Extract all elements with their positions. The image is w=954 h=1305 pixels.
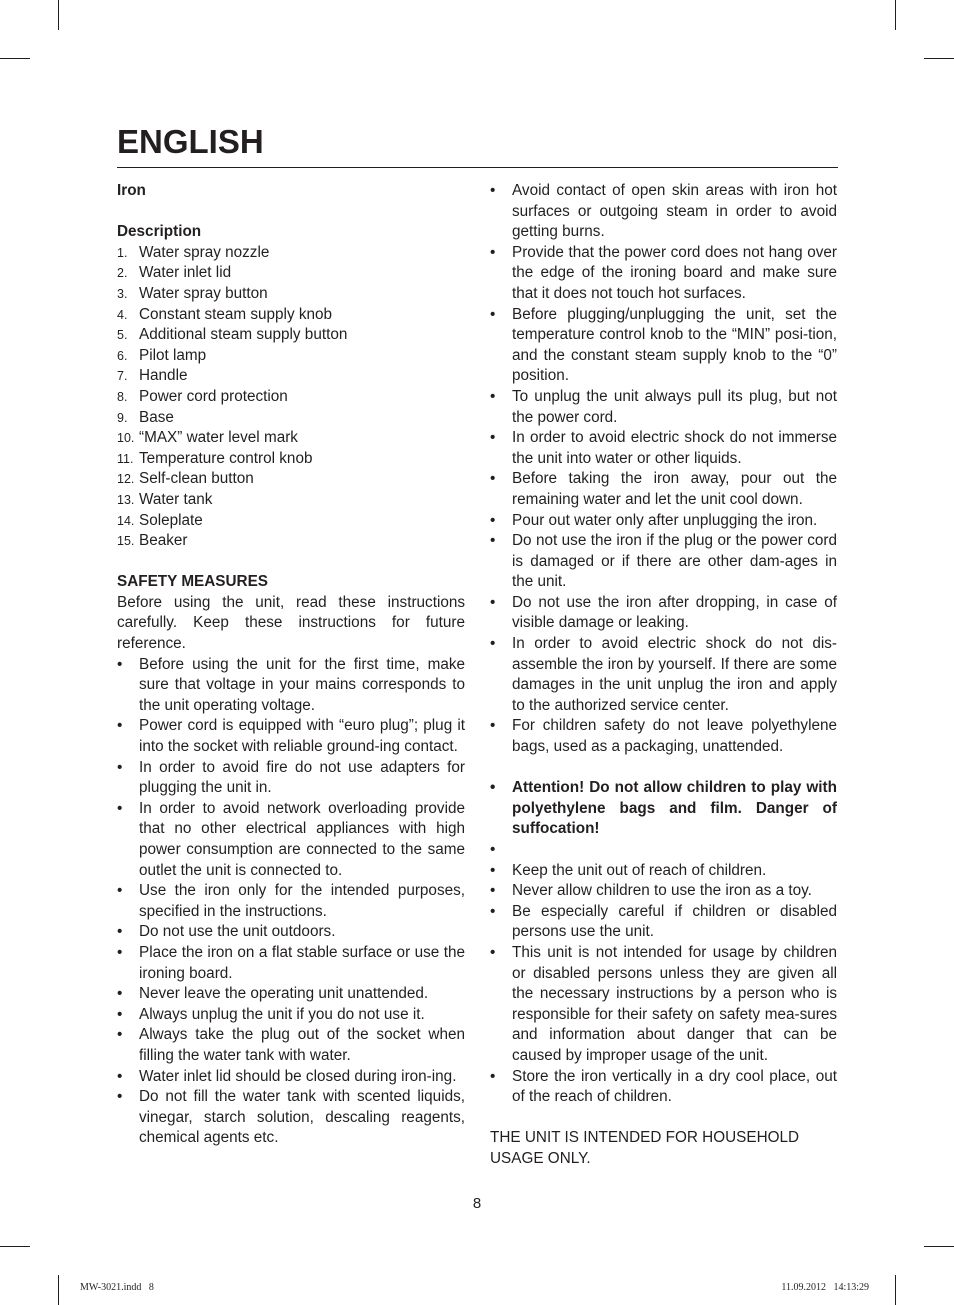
item-label: Handle (139, 367, 188, 385)
page-number: 8 (472, 1195, 482, 1212)
title-rule (117, 167, 838, 168)
bullet-icon: • (490, 511, 496, 529)
bullet-icon: • (490, 717, 496, 735)
bullet-icon: • (490, 429, 496, 447)
item-label: Power cord protection (139, 387, 288, 405)
bullet-icon: • (490, 387, 496, 405)
bullet-text: In order to avoid electric shock do not immerse the unit into water or other liquids. (512, 429, 837, 467)
bullet-text: Before plugging/unplugging the unit, set the temperature control knob to the “MIN” posi-tion, and the constant steam supply knob to the “0” position. (512, 305, 837, 385)
bullet-text: In order to avoid network overloading provide that no other electrical appliances with high power consumption are connected to the same outlet the unit is connected to. (139, 799, 465, 879)
list-item (490, 387, 837, 428)
list-item (117, 346, 465, 367)
safety-heading: SAFETY MEASURES (117, 573, 269, 591)
bullet-text: Attention! Do not allow children to play with polyethylene bags and film. Danger of suffocation! (512, 779, 837, 838)
bullet-icon: • (490, 779, 496, 797)
bullet-icon: • (490, 182, 496, 199)
bullet-text: This unit is not intended for usage by children or disabled persons unless they are given all the necessary instructions by a person who is responsible for their safety on safety mea-sures and information about danger that can be caused by improper usage of the unit. (512, 943, 837, 1064)
bullet-icon: • (490, 593, 496, 611)
list-item (490, 840, 837, 861)
list-item (117, 881, 465, 922)
list-item (117, 263, 465, 284)
safety-intro: Before using the unit, read these instructions carefully. Keep these instructions for future reference. (117, 593, 465, 653)
list-item (490, 716, 837, 757)
bullet-text: Be especially careful if children or disabled persons use the unit. (512, 902, 837, 941)
list-item (117, 387, 465, 408)
list-item (117, 716, 465, 757)
crop-mark (895, 1275, 896, 1305)
item-number: 9. (117, 410, 128, 425)
item-number: 7. (117, 369, 128, 384)
list-item (117, 531, 465, 552)
list-item (117, 305, 465, 326)
list-item (117, 490, 465, 511)
list-item (117, 655, 465, 717)
bullet-icon: • (490, 943, 496, 961)
file-slug: MW-3021.indd 8 (80, 1282, 154, 1293)
bullet-text: Do not use the iron after dropping, in case of visible damage or leaking. (512, 593, 837, 632)
household-note-line1: THE UNIT IS INTENDED FOR HOUSEHOLD (490, 1129, 800, 1147)
list-item (490, 428, 837, 469)
item-number: 2. (117, 266, 128, 281)
bullet-icon: • (490, 243, 496, 261)
safety-bullet-list (117, 655, 465, 1149)
bullet-icon: • (490, 305, 496, 323)
list-item (117, 1067, 465, 1088)
bullet-icon: • (490, 470, 496, 488)
bullet-text: To unplug the unit always pull its plug, but not the power cord. (512, 387, 837, 426)
list-item (117, 799, 465, 881)
spacer (490, 758, 837, 779)
bullet-text: Store the iron vertically in a dry cool place, out of the reach of children. (512, 1067, 837, 1106)
list-item (117, 922, 465, 943)
list-item (490, 593, 837, 634)
list-item (117, 1087, 465, 1149)
list-item (490, 243, 837, 305)
list-item (117, 469, 465, 490)
bullet-text: Before using the unit for the first time, make sure that voltage in your mains corresponds to the unit operating voltage. (139, 655, 465, 714)
list-item (117, 1025, 465, 1066)
bullet-icon: • (490, 861, 496, 879)
list-item (117, 984, 465, 1005)
bullet-text: Do not use the unit outdoors. (139, 923, 336, 941)
crop-mark (0, 58, 30, 59)
list-item (117, 943, 465, 984)
spacer (117, 202, 465, 223)
left-column (117, 181, 465, 1149)
item-number: 13. (117, 492, 135, 507)
attention-list (490, 778, 837, 1108)
item-label: Water inlet lid (139, 264, 232, 282)
crop-mark (58, 1275, 59, 1305)
list-item (117, 243, 465, 264)
spacer (117, 552, 465, 573)
bullet-text: Pour out water only after unplugging the iron. (512, 511, 818, 529)
bullet-text: Use the iron only for the intended purposes, specified in the instructions. (139, 882, 465, 920)
bullet-text: Always take the plug out of the socket when filling the water tank with water. (139, 1026, 465, 1064)
list-item (117, 449, 465, 470)
spacer (490, 1108, 837, 1129)
item-label: Pilot lamp (139, 346, 207, 364)
crop-mark (58, 0, 59, 30)
description-heading: Description (117, 223, 202, 241)
attention-warning (490, 778, 837, 840)
bullet-icon: • (117, 655, 123, 673)
item-number: 3. (117, 286, 128, 301)
list-item (490, 181, 837, 243)
list-item (490, 469, 837, 510)
bullet-text: Place the iron on a flat stable surface or use the ironing board. (139, 943, 465, 982)
item-label: Soleplate (139, 511, 203, 529)
bullet-icon: • (490, 882, 496, 900)
bullet-text: In order to avoid fire do not use adapters for plugging the unit in. (139, 758, 465, 797)
item-label: Base (139, 408, 174, 426)
bullet-text: Water inlet lid should be closed during iron-ing. (139, 1067, 457, 1085)
bullet-text: For children safety do not leave polyethylene bags, used as a packaging, unattended. (512, 717, 837, 756)
bullet-text: Keep the unit out of reach of children. (512, 861, 767, 879)
bullet-icon: • (117, 1067, 123, 1085)
bullet-icon: • (490, 841, 496, 858)
bullet-text: Provide that the power cord does not hang over the edge of the ironing board and make sure that it does not touch hot surfaces. (512, 243, 837, 302)
list-item (490, 531, 837, 593)
item-label: Self-clean button (139, 470, 254, 488)
bullet-text: In order to avoid electric shock do not dis-assemble the iron by yourself. If there are some damages in the unit unplug the iron and apply to the authorized service center. (512, 635, 837, 714)
bullet-icon: • (117, 1005, 123, 1023)
bullet-icon: • (117, 1026, 123, 1044)
list-item (117, 325, 465, 346)
list-item (117, 1005, 465, 1026)
list-item (490, 943, 837, 1067)
bullet-icon: • (490, 635, 496, 653)
bullet-text: Do not fill the water tank with scented liquids, vinegar, starch solution, descaling reagents, chemical agents etc. (139, 1088, 465, 1147)
list-item (117, 408, 465, 429)
bullet-text: Do not use the iron if the plug or the power cord is damaged or if there are other dam-ages in the unit. (512, 532, 837, 591)
bullet-text: Power cord is equipped with “euro plug”; plug it into the socket with reliable ground-ing contact. (139, 717, 465, 756)
bullet-text: Never leave the operating unit unattended. (139, 985, 429, 1003)
page-title: ENGLISH (117, 123, 264, 160)
item-number: 1. (117, 245, 128, 260)
bullet-icon: • (490, 532, 496, 550)
item-label: Temperature control knob (139, 449, 313, 467)
item-number: 12. (117, 472, 135, 487)
list-item (490, 861, 837, 882)
list-item (117, 428, 465, 449)
item-number: 8. (117, 389, 128, 404)
list-item (117, 511, 465, 532)
item-label: Water spray nozzle (139, 243, 270, 261)
list-item (117, 284, 465, 305)
crop-mark (924, 58, 954, 59)
crop-mark (924, 1246, 954, 1247)
bullet-icon: • (117, 1088, 123, 1106)
crop-mark (0, 1246, 30, 1247)
item-number: 11. (117, 451, 134, 466)
bullet-icon: • (117, 985, 123, 1003)
item-number: 5. (117, 328, 128, 343)
bullet-text: Always unplug the unit if you do not use it. (139, 1005, 425, 1023)
bullet-icon: • (490, 1067, 496, 1085)
parts-list (117, 243, 465, 552)
bullet-icon: • (117, 943, 123, 961)
list-item (490, 634, 837, 716)
bullet-icon: • (117, 799, 123, 817)
crop-mark (895, 0, 896, 30)
item-number: 15. (117, 534, 135, 549)
list-item (490, 1067, 837, 1108)
bullet-icon: • (490, 902, 496, 920)
list-item (117, 758, 465, 799)
item-label: Water tank (139, 490, 213, 508)
item-number: 14. (117, 513, 135, 528)
household-note-line2: USAGE ONLY. (490, 1149, 591, 1167)
right-column (490, 181, 837, 1170)
item-label: Additional steam supply button (139, 326, 348, 344)
item-number: 6. (117, 348, 128, 363)
list-item (490, 881, 837, 902)
item-label: “MAX” water level mark (139, 429, 298, 447)
item-label: Water spray button (139, 284, 268, 302)
bullet-icon: • (117, 758, 123, 776)
safety-bullet-list (490, 181, 837, 758)
bullet-icon: • (117, 923, 123, 941)
bullet-icon: • (117, 717, 123, 735)
bullet-text: Before taking the iron away, pour out the remaining water and let the unit cool down. (512, 470, 837, 508)
list-item (490, 511, 837, 532)
bullet-text: Never allow children to use the iron as a toy. (512, 882, 812, 900)
bullet-text: Avoid contact of open skin areas with iron hot surfaces or outgoing steam in order to avoid getting burns. (512, 182, 837, 241)
product-heading: Iron (117, 182, 146, 199)
date-slug: 11.09.2012 14:13:29 (781, 1282, 869, 1293)
bullet-icon: • (117, 882, 123, 900)
item-number: 10. (117, 431, 135, 446)
item-label: Constant steam supply knob (139, 305, 333, 323)
list-item (490, 305, 837, 387)
item-number: 4. (117, 307, 128, 322)
item-label: Beaker (139, 532, 188, 550)
list-item (490, 902, 837, 943)
list-item (117, 366, 465, 387)
